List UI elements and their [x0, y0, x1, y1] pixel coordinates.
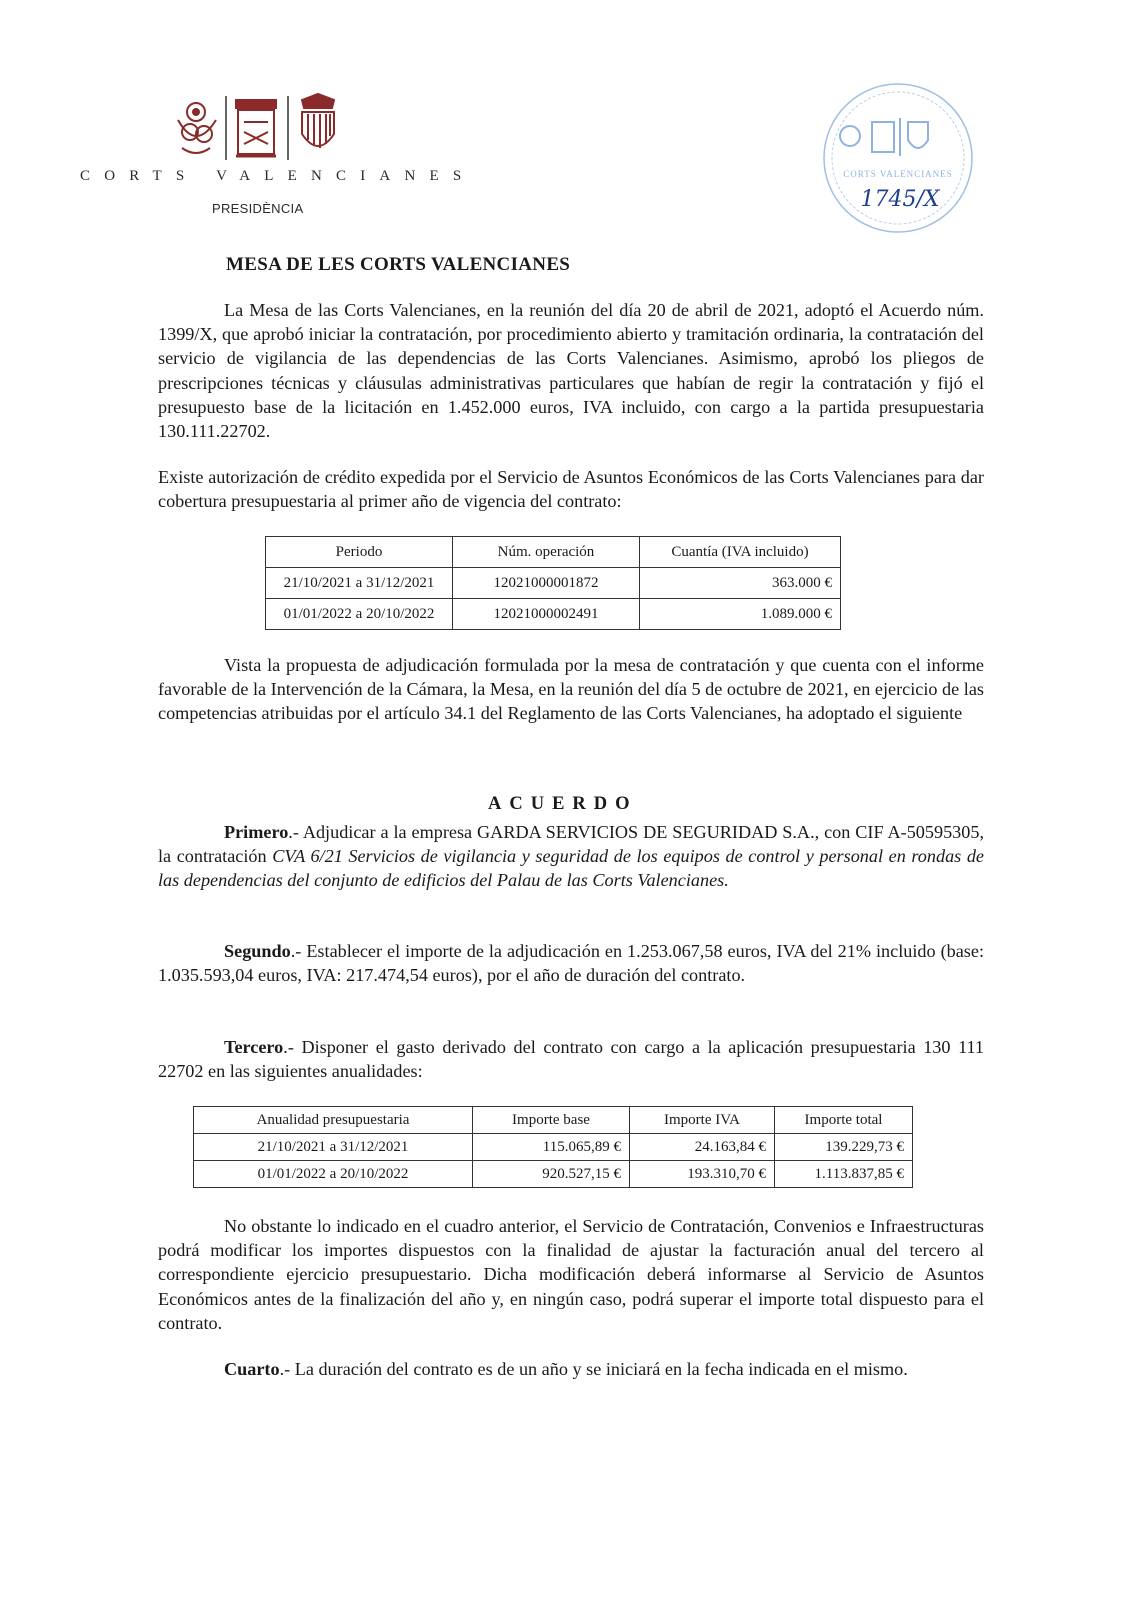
paragraph-propuesta-text: Vista la propuesta de adjudicación formulada por la mesa de contratación y que cuenta con el informe favorable de la Intervención de la Cámara, la Mesa, en la reunión del día 5 de octubre de 2021, en ejercicio de las competencias atribuidas por el artículo 34.1 del Reglamento de las Corts Valencianes, ha adoptado el siguiente: [158, 655, 984, 724]
column-header: Núm. operación: [453, 537, 640, 568]
registry-stamp: [818, 78, 978, 238]
cuarto-text: .- La duración del contrato es de un año y se iniciará en la fecha indicada en el mismo.: [279, 1359, 908, 1379]
heraldic-shield-3-icon: [302, 94, 334, 148]
table-cell: 12021000002491: [453, 599, 640, 630]
paragraph-cuarto: [158, 1357, 984, 1381]
cuarto-label: Cuarto: [224, 1359, 280, 1379]
table-cell: 193.310,70 €: [630, 1161, 775, 1188]
primero-contract-title: CVA 6/21 Servicios de vigilancia y seguridad de los equipos de control y personal en rondas de las dependencias del conjunto de edificios del Palau de las Corts Valencianes.: [158, 846, 984, 891]
table-row: [266, 568, 841, 599]
table-header-row: [266, 537, 841, 568]
table-cell: 115.065,89 €: [473, 1134, 630, 1161]
table-cell: 363.000 €: [640, 568, 841, 599]
paragraph-primero: [158, 820, 984, 893]
column-header: Importe IVA: [630, 1107, 775, 1134]
paragraph-propuesta: [158, 653, 984, 726]
paragraph-credito-text: Existe autorización de crédito expedida por el Servicio de Asuntos Económicos de las Corts Valencianes para dar cobertura presupuestaria al primer año de vigencia del contrato:: [158, 467, 984, 512]
column-header: Importe base: [473, 1107, 630, 1134]
paragraph-nota: [158, 1214, 984, 1335]
table-cell: 139.229,73 €: [775, 1134, 913, 1161]
table-cell: 01/01/2022 a 20/10/2022: [266, 599, 453, 630]
segundo-text: .- Establecer el importe de la adjudicación en 1.253.067,58 euros, IVA del 21% incluido (base: 1.035.593,04 euros, IVA: 217.474,54 euros), por el año de duración del contrato.: [158, 941, 984, 986]
paragraph-nota-text: No obstante lo indicado en el cuadro anterior, el Servicio de Contratación, Convenios e Infraestructuras podrá modificar los importes dispuestos con la finalidad de ajustar la facturación anual del tercero al correspondiente ejercicio presupuestario. Dicha modificación deberá informarse al Servicio de Asuntos Económicos antes de la finalización del año y, en ningún caso, podrá superar el importe total dispuesto para el contrato.: [158, 1216, 984, 1333]
heraldic-shield-2-icon: [236, 100, 276, 156]
paragraph-tercero: [158, 1035, 984, 1083]
table-row: [194, 1161, 913, 1188]
tercero-label: Tercero: [224, 1037, 284, 1057]
org-name: CORTS VALENCIANES: [80, 168, 476, 184]
stamp-org-text: CORTS VALENCIANES: [843, 169, 953, 179]
corts-valencianes-logo: [168, 92, 348, 164]
column-header: Cuantía (IVA incluido): [640, 537, 841, 568]
table-cell: 1.089.000 €: [640, 599, 841, 630]
paragraph-antecedentes: [158, 298, 984, 443]
column-header: Periodo: [266, 537, 453, 568]
department-name: PRESIDÈNCIA: [212, 201, 304, 216]
table-cell: 21/10/2021 a 31/12/2021: [194, 1134, 473, 1161]
primero-text: .- Adjudicar a la empresa GARDA SERVICIOS DE SEGURIDAD S.A., con CIF A-50595305, la contratación: [158, 822, 984, 867]
paragraph-segundo: [158, 939, 984, 987]
table-cell: 920.527,15 €: [473, 1161, 630, 1188]
table-cell: 1.113.837,85 €: [775, 1161, 913, 1188]
table-cell: 01/01/2022 a 20/10/2022: [194, 1161, 473, 1188]
column-header: Anualidad presupuestaria: [194, 1107, 473, 1134]
primero-label: Primero: [224, 822, 289, 842]
tercero-text: .- Disponer el gasto derivado del contrato con cargo a la aplicación presupuestaria 130 111 22702 en las siguientes anualidades:: [158, 1037, 984, 1082]
document-title: MESA DE LES CORTS VALENCIANES: [226, 254, 571, 275]
table-cell: 24.163,84 €: [630, 1134, 775, 1161]
table-cell: 12021000001872: [453, 568, 640, 599]
table-row: [194, 1134, 913, 1161]
paragraph-credito: [158, 465, 984, 513]
table-row: [266, 599, 841, 630]
table-header-row: [194, 1107, 913, 1134]
acuerdo-heading: ACUERDO: [488, 794, 638, 814]
stamp-handwritten-number: 1745/X: [860, 187, 940, 212]
stamp-shields-icon: [840, 118, 928, 156]
credit-table: [265, 536, 841, 630]
annuity-table: [193, 1106, 913, 1188]
segundo-label: Segundo: [224, 941, 291, 961]
table-cell: 21/10/2021 a 31/12/2021: [266, 568, 453, 599]
column-header: Importe total: [775, 1107, 913, 1134]
paragraph-antecedentes-text: La Mesa de las Corts Valencianes, en la reunión del día 20 de abril de 2021, adoptó el Acuerdo núm. 1399/X, que aprobó iniciar la contratación, por procedimiento abierto y tramitación ordinaria, la contratación del servicio de vigilancia de las dependencias de las Corts Valencianes. Asimismo, aprobó los pliegos de prescripciones técnicas y cláusulas administrativas particulares que habían de regir la contratación y fijó el presupuesto base de la licitación en 1.452.000 euros, IVA incluido, con cargo a la partida presupuestaria 130.111.22702.: [158, 300, 984, 442]
heraldic-shield-1-icon: [178, 103, 216, 153]
